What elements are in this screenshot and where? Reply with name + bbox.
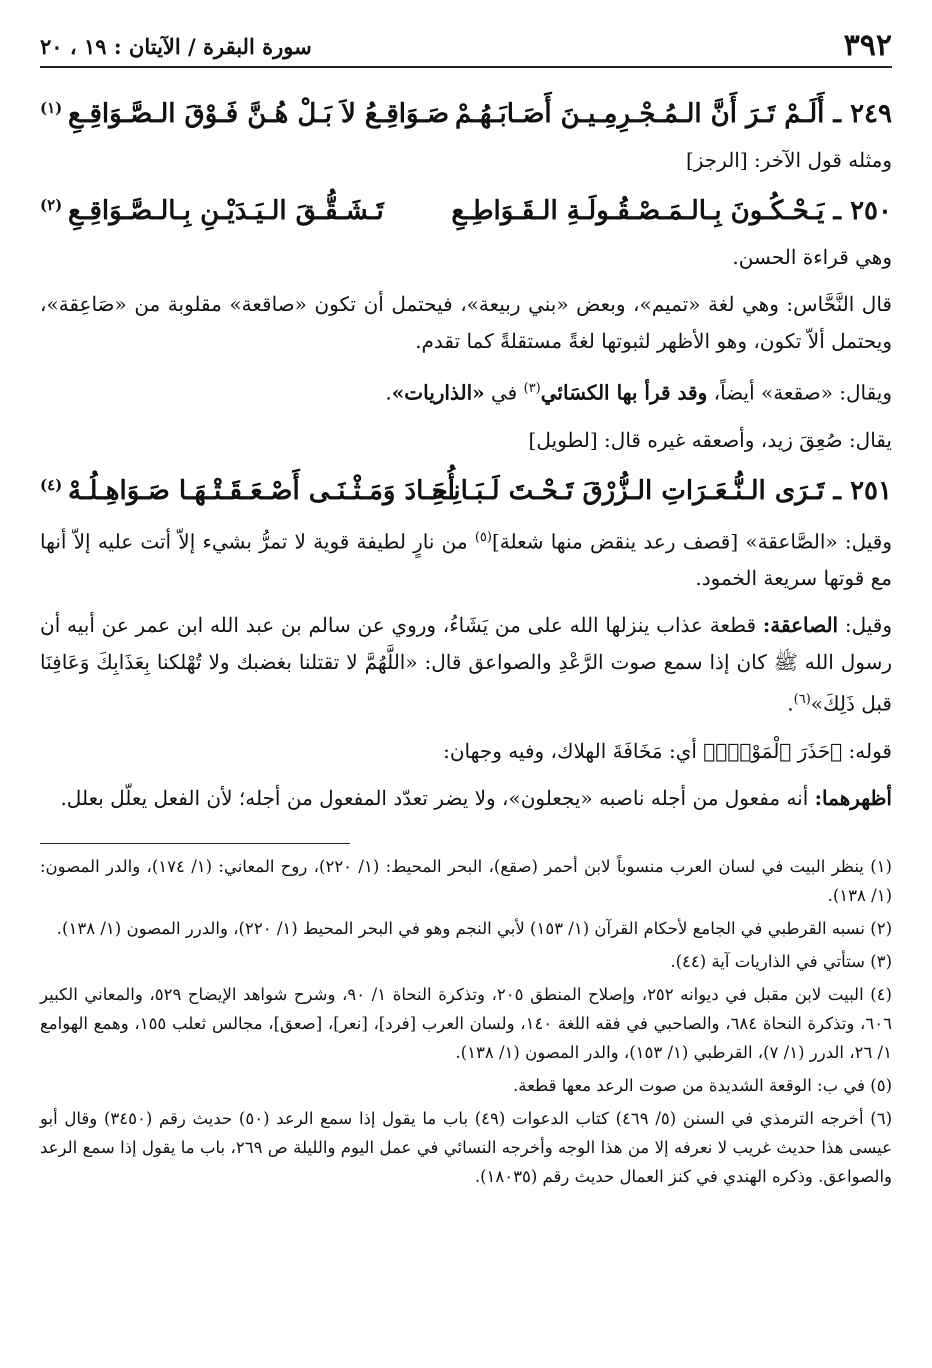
paragraph [40, 607, 892, 723]
bold-text: «الذاريات» [391, 380, 485, 405]
book-page [40, 28, 892, 1348]
verse-second-hemistich: صَـوَاقِـعُ لاَ بَـلْ هُـنَّ فَـوْقَ الـصَّـوَاقِـعِ [68, 99, 450, 129]
footnote: (١) ينظر البيت في لسان العرب منسوباً لابن أحمر (صقع)، البحر المحيط: (١/ ٢٢٠)، روح المعاني: (١/ ١٧٤)، والدر المصون: (١/ ١٣٨). [40, 856, 892, 905]
paragraph [40, 370, 892, 412]
footnote: (٣) ستأتي في الذاريات آية (٤٤). [670, 951, 892, 971]
footnote: (٦) أخرجه الترمذي في السنن (٥/ ٤٦٩) كتاب الدعوات (٤٩) باب ما يقول إذا سمع الرعد (٥٠) حديث رقم (٣٤٥٠) وقال أبو عيسى هذا حديث غريب لا نعرفه إلا من هذا الوجه وأخرجه النسائي في عمل اليوم والليلة ص ٢٦٩، باب ما يقول إذا سمع الرعد والصواعق. وذكره الهندي في كنز العمال حديث رقم (١٨٠٣٥). [40, 1108, 892, 1186]
footnote-ref: (٣) [523, 381, 541, 396]
footnote-ref: (١) [40, 99, 63, 117]
paragraph: ومثله قول الآخر: [الرجز] [685, 148, 892, 172]
text-run: وقيل: «الصَّاعقة» [قصف رعد ينقض منها شعلة] [491, 529, 893, 554]
footnote-separator [40, 843, 350, 844]
poetry-verse-249 [40, 92, 892, 142]
poetry-verse-250 [40, 189, 892, 239]
text-run: قطعة عذاب ينزلها الله على من يَشَاءُ، وروي عن سالم بن عبد الله ابن عمر عن أبيه أن رسول الله ﷺ كان إذا سمع صوت الرَّعْدِ والصواعق قال: «اللَّهُمَّ لا تقتلنا بغضبك ولا تُهْلكنا بِعَذَابِكَ وَعَافِنَا قبل ذَلِكَ» [40, 613, 892, 716]
poetry-verse-251 [40, 469, 892, 519]
verse-second-hemistich: أُحَـادَ وَمَـثْـنَـى أَصْـعَـقَـتْـهَـا صَـوَاهِـلُـهْ [68, 475, 455, 506]
bold-text: وقد قرأ بها الكسَائي [540, 380, 708, 405]
footnote-ref: (٤) [40, 475, 63, 494]
footnote-ref: (٥) [474, 529, 492, 545]
paragraph [40, 780, 892, 817]
footnotes [40, 852, 892, 1191]
text-run: وقيل: [838, 613, 893, 638]
text-run: . [385, 380, 392, 405]
verse-first-hemistich: ٢٤٩ ـ أَلَـمْ تَـرَ أَنَّ الـمُـجْـرِمِـيـنَ أَصَـابَـهُـمْ [455, 99, 892, 129]
bold-text: أظهرهما: [814, 785, 892, 810]
bold-text: الصاعقة: [762, 613, 839, 638]
paragraph: يقال: صُعِقَ زيد، وأصعقه غيره قال: [لطويل] [528, 427, 892, 452]
surah-title: سورة البقرة / الآيتان : ١٩ ، ٢٠ [40, 34, 312, 59]
paragraph: قوله: ﴿حَذَرَ ٱلْمَوْتِۗ﴾ أي: مَخَافَةَ الهلاك، وفيه وجهان: [443, 738, 892, 763]
verse-second-hemistich: تَـشَـقُّـقَ الـيَـدَيْـنِ بِـالـصَّـوَاقِـعِ [68, 196, 384, 226]
footnote: (٢) نسبه القرطبي في الجامع لأحكام القرآن (١/ ١٥٣) لأبي النجم وهو في البحر المحيط (١/ ٢٢٠)، والدرر المصون (١/ ١٣٨). [56, 918, 892, 938]
footnote: (٥) في ب: الوقعة الشديدة من صوت الرعد معها قطعة. [513, 1075, 892, 1095]
page-header [40, 28, 892, 68]
page-number: ٣٩٢ [843, 28, 892, 63]
paragraph [40, 519, 892, 598]
text-run: أنه مفعول من أجله ناصبه «يجعلون»، ولا يضر تعدّد المفعول من أجله؛ لأن الفعل يعلّل بعلل. [60, 785, 815, 810]
verse-first-hemistich: ٢٥١ ـ تَـرَى الـنُّـعَـرَاتِ الـزُّرْقَ تَـحْـتَ لَـبَـانِـهِ [431, 475, 892, 506]
text-run: من نارٍ لطيفة قوية لا تمرُّ بشيء إلاّ أتت عليه إلاّ أنها مع قوتها سريعة الخمود. [40, 529, 892, 591]
paragraph: وهي قراءة الحسن. [732, 245, 892, 269]
footnote-ref: (٢) [40, 196, 63, 214]
text-run: . [787, 691, 794, 716]
paragraph: قال النَّحَّاس: وهي لغة «تميم»، وبعض «بني ربيعة»، فيحتمل أن تكون «صاقعة» مقلوبة من «صَاعِقة»، ويحتمل ألاّ تكون، وهو الأظهر لثبوتها لغةً مستقلةً كما تقدم. [40, 292, 892, 353]
text-run: ويقال: «صقعة» أيضاً، [707, 380, 892, 405]
footnote: (٤) البيت لابن مقبل في ديوانه ٢٥٢، وإصلاح المنطق ٢٠٥، وتذكرة النحاة ١/ ٩٠، وشرح شواهد الإيضاح ٥٢٩، والمعاني الكبير ٦٠٦، وتذكرة النحاة ٦٨٤، والصاحبي في فقه اللغة ١٤٠، ولسان العرب [فرد]، [نعر]، [صعق]، مجالس ثعلب ١٥٥، وهمع الهوامع ١/ ٢٦، الدرر (١/ ٧)، القرطبي (١/ ١٥٣)، والدر المصون (١/ ١٣٨). [40, 984, 892, 1062]
footnote-ref: (٦) [793, 692, 811, 708]
verse-first-hemistich: ٢٥٠ ـ يَـحْـكُـونَ بِـالـمَـصْـقُـولَـةِ الـقَـوَاطِـعِ [451, 196, 892, 226]
text-run: في [484, 380, 524, 405]
